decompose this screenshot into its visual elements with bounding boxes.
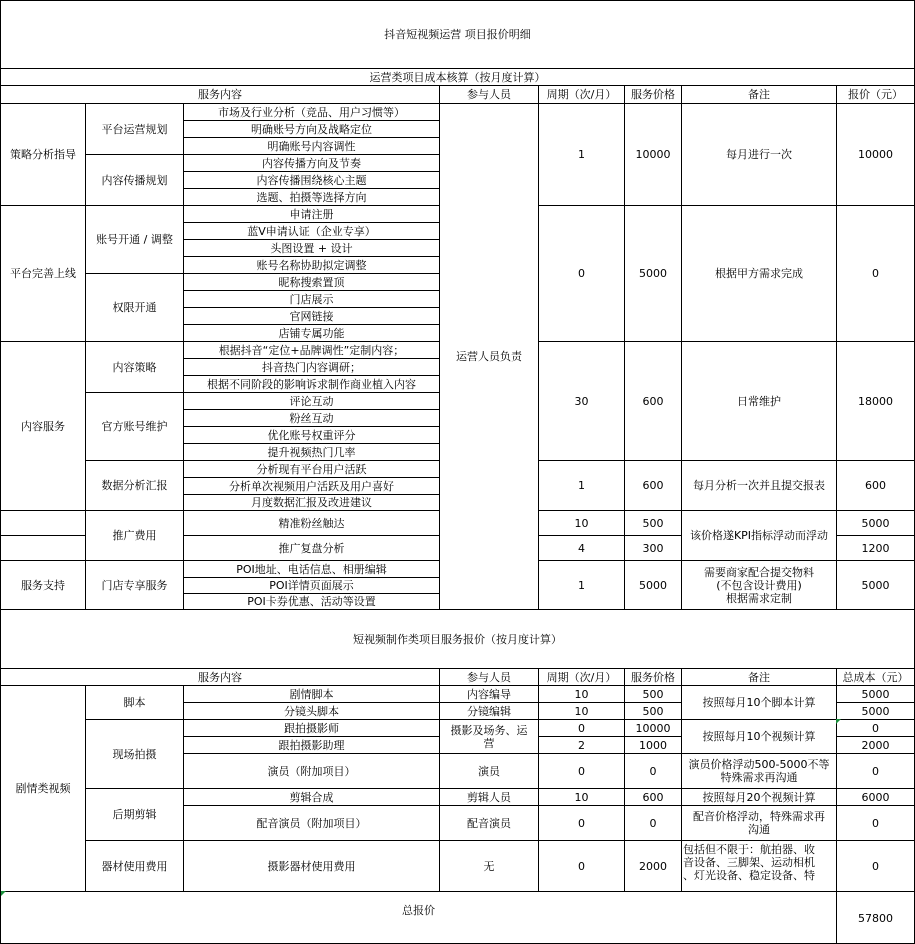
item-promo-review: 推广复盘分析 xyxy=(183,535,440,561)
item-poi-info: POI地址、电话信息、相册编辑 xyxy=(183,560,440,578)
sub-equipment: 器材使用费用 xyxy=(85,840,184,892)
ops-staff-cell: 运营人员负责 xyxy=(439,103,539,610)
edit-note: 按照每月20个视频计算 xyxy=(681,788,837,806)
item-weight-score: 优化账号权重评分 xyxy=(183,426,440,444)
edit-total: 6000 xyxy=(836,788,915,806)
s1-header-staff: 参与人员 xyxy=(439,85,539,104)
item-hot-probability: 提升视频热门几率 xyxy=(183,443,440,461)
item-photo-assistant: 跟拍摄影助理 xyxy=(183,736,440,754)
platform-period: 0 xyxy=(538,205,625,342)
shoot-staff xyxy=(439,719,539,754)
sub-platform-ops: 平台运营规划 xyxy=(85,103,184,155)
item-search-top: 昵称搜索置顶 xyxy=(183,273,440,291)
promo-period-1: 10 xyxy=(538,510,625,536)
equip-price: 2000 xyxy=(624,840,682,892)
total-label: 总报价 xyxy=(0,891,837,944)
item-commercial-content: 根据不同阶段的影响诉求制作商业植入内容 xyxy=(183,375,440,393)
store-price: 5000 xyxy=(624,560,682,610)
item-store-display: 门店展示 xyxy=(183,290,440,308)
actor-total: 0 xyxy=(836,753,915,789)
shoot-period-2: 2 xyxy=(538,736,625,754)
shoot-price-1: 10000 xyxy=(624,719,682,737)
actor-note-line-1: 演员价格浮动500-5000不等 xyxy=(688,758,830,771)
shoot-price-2: 1000 xyxy=(624,736,682,754)
promo-quote-2: 1200 xyxy=(836,535,915,561)
voice-price: 0 xyxy=(624,805,682,841)
item-hot-research: 抖音热门内容调研； xyxy=(183,358,440,376)
promo-quote-1: 5000 xyxy=(836,510,915,536)
equip-staff: 无 xyxy=(439,840,539,892)
item-actor: 演员（附加项目） xyxy=(183,753,440,789)
actor-note xyxy=(681,753,837,789)
script-staff-1: 内容编导 xyxy=(439,685,539,703)
actor-staff: 演员 xyxy=(439,753,539,789)
category-content: 内容服务 xyxy=(0,341,86,511)
voice-note xyxy=(681,805,837,841)
equip-note xyxy=(681,840,837,892)
sub-store-service: 门店专享服务 xyxy=(85,560,184,610)
s1-header-note: 备注 xyxy=(681,85,837,104)
data-note: 每月分析一次并且提交报表 xyxy=(681,460,837,511)
store-note-line-1: 需要商家配合提交物料 xyxy=(704,565,814,579)
item-spread-theme: 内容传播围绕核心主题 xyxy=(183,171,440,189)
item-register: 申请注册 xyxy=(183,205,440,223)
script-total-1: 5000 xyxy=(836,685,915,703)
s1-header-price: 服务价格 xyxy=(624,85,682,104)
content-quote: 18000 xyxy=(836,341,915,461)
content-period: 30 xyxy=(538,341,625,461)
s1-header-service: 服务内容 xyxy=(0,85,440,104)
voice-staff: 配音演员 xyxy=(439,805,539,841)
script-period-2: 10 xyxy=(538,702,625,720)
voice-note-line-1: 配音价格浮动，特殊需求再 xyxy=(693,810,825,823)
promo-note: 该价格遂KPI指标浮动而浮动 xyxy=(681,510,837,561)
item-comment-interaction: 评论互动 xyxy=(183,392,440,410)
item-website-link: 官网链接 xyxy=(183,307,440,325)
sub-account-setup: 账号开通 / 调整 xyxy=(85,205,184,274)
s2-header-period: 周期（次/月） xyxy=(538,668,625,686)
script-note: 按照每月10个脚本计算 xyxy=(681,685,837,720)
category-support: 服务支持 xyxy=(0,560,86,610)
store-period: 1 xyxy=(538,560,625,610)
item-user-activity: 分析现有平台用户活跃 xyxy=(183,460,440,478)
script-staff-2: 分镜编辑 xyxy=(439,702,539,720)
item-account-tone: 明确账号内容调性 xyxy=(183,137,440,155)
script-price-2: 500 xyxy=(624,702,682,720)
s1-header-period: 周期（次/月） xyxy=(538,85,625,104)
item-equipment-fee: 摄影器材使用费用 xyxy=(183,840,440,892)
item-bluev-cert: 蓝V申请认证（企业专享） xyxy=(183,222,440,240)
sub-official-account: 官方账号维护 xyxy=(85,392,184,461)
shoot-total-1: 0 xyxy=(836,719,915,737)
item-edit-compose: 剪辑合成 xyxy=(183,788,440,806)
s2-header-total: 总成本（元） xyxy=(836,668,915,686)
actor-price: 0 xyxy=(624,753,682,789)
promo-price-1: 500 xyxy=(624,510,682,536)
platform-note: 根据甲方需求完成 xyxy=(681,205,837,342)
shoot-staff-line-2: 营 xyxy=(483,736,495,750)
item-poi-coupon: POI卡券优惠、活动等设置 xyxy=(183,593,440,610)
item-market-analysis: 市场及行业分析（竞品、用户习惯等） xyxy=(183,103,440,121)
script-total-2: 5000 xyxy=(836,702,915,720)
voice-total: 0 xyxy=(836,805,915,841)
category-drama-video: 剧情类视频 xyxy=(0,685,86,892)
shoot-note: 按照每月10个视频计算 xyxy=(681,719,837,754)
script-period-1: 10 xyxy=(538,685,625,703)
category-strategy: 策略分析指导 xyxy=(0,103,86,206)
sub-post-edit: 后期剪辑 xyxy=(85,788,184,841)
store-note xyxy=(681,560,837,610)
category-promo-blank-2 xyxy=(0,535,86,561)
edit-staff: 剪辑人员 xyxy=(439,788,539,806)
actor-period: 0 xyxy=(538,753,625,789)
item-header-design: 头图设置 + 设计 xyxy=(183,239,440,257)
s2-header-service: 服务内容 xyxy=(0,668,440,686)
strategy-note: 每月进行一次 xyxy=(681,103,837,206)
store-note-line-2: (不包含设计费用) xyxy=(716,578,802,592)
section2-title: 短视频制作类项目服务报价（按月度计算） xyxy=(0,609,915,669)
equip-note-line-2: 音设备、三脚架、运动相机 xyxy=(683,856,815,869)
actor-note-line-2: 特殊需求再沟通 xyxy=(720,771,798,784)
voice-period: 0 xyxy=(538,805,625,841)
item-custom-content: 根据抖音“定位+品牌调性”定制内容； xyxy=(183,341,440,359)
shoot-staff-line-1: 摄影及场务、运 xyxy=(450,723,528,737)
item-precise-fans: 精准粉丝触达 xyxy=(183,510,440,536)
data-quote: 600 xyxy=(836,460,915,511)
store-note-line-3: 根据需求定制 xyxy=(726,591,792,605)
content-price: 600 xyxy=(624,341,682,461)
item-video-activity: 分析单次视频用户活跃及用户喜好 xyxy=(183,477,440,495)
shoot-total-2: 2000 xyxy=(836,736,915,754)
equip-note-line-3: 、灯光设备、稳定设备、特 xyxy=(683,869,815,882)
s2-header-note: 备注 xyxy=(681,668,837,686)
item-poi-detail: POI详情页面展示 xyxy=(183,577,440,594)
section1-title: 运营类项目成本核算（按月度计算） xyxy=(0,68,915,86)
item-fan-interaction: 粉丝互动 xyxy=(183,409,440,427)
promo-period-2: 4 xyxy=(538,535,625,561)
strategy-quote: 10000 xyxy=(836,103,915,206)
sub-content-strategy: 内容策略 xyxy=(85,341,184,393)
sub-script: 脚本 xyxy=(85,685,184,720)
item-voice-actor: 配音演员（附加项目） xyxy=(183,805,440,841)
strategy-period: 1 xyxy=(538,103,625,206)
equip-note-line-1: 包括但不限于：航拍器、收 xyxy=(683,843,815,856)
category-promo-blank-1 xyxy=(0,510,86,536)
item-topic-selection: 选题、拍摄等选择方向 xyxy=(183,188,440,206)
item-account-direction: 明确账号方向及战略定位 xyxy=(183,120,440,138)
cell-marker-icon xyxy=(836,719,841,724)
cell-marker-icon xyxy=(1,891,6,896)
promo-price-2: 300 xyxy=(624,535,682,561)
sub-data-report: 数据分析汇报 xyxy=(85,460,184,511)
item-storyboard: 分镜头脚本 xyxy=(183,702,440,720)
sub-onsite-shoot: 现场拍摄 xyxy=(85,719,184,789)
edit-period: 10 xyxy=(538,788,625,806)
s1-header-quote: 报价（元） xyxy=(836,85,915,104)
data-period: 1 xyxy=(538,460,625,511)
edit-price: 600 xyxy=(624,788,682,806)
item-photographer: 跟拍摄影师 xyxy=(183,719,440,737)
platform-price: 5000 xyxy=(624,205,682,342)
sub-permission: 权限开通 xyxy=(85,273,184,342)
strategy-price: 10000 xyxy=(624,103,682,206)
item-spread-direction: 内容传播方向及节奏 xyxy=(183,154,440,172)
sub-promotion: 推广费用 xyxy=(85,510,184,561)
sub-content-spread: 内容传播规划 xyxy=(85,154,184,206)
equip-period: 0 xyxy=(538,840,625,892)
platform-quote: 0 xyxy=(836,205,915,342)
item-shop-feature: 店铺专属功能 xyxy=(183,324,440,342)
data-price: 600 xyxy=(624,460,682,511)
item-drama-script: 剧情脚本 xyxy=(183,685,440,703)
content-note: 日常维护 xyxy=(681,341,837,461)
item-account-naming: 账号名称协助拟定调整 xyxy=(183,256,440,274)
category-platform: 平台完善上线 xyxy=(0,205,86,342)
s2-header-staff: 参与人员 xyxy=(439,668,539,686)
sheet-title: 抖音短视频运营 项目报价明细 xyxy=(0,0,915,69)
equip-total: 0 xyxy=(836,840,915,892)
store-quote: 5000 xyxy=(836,560,915,610)
item-monthly-report: 月度数据汇报及改进建议 xyxy=(183,494,440,511)
shoot-period-1: 0 xyxy=(538,719,625,737)
script-price-1: 500 xyxy=(624,685,682,703)
voice-note-line-2: 沟通 xyxy=(748,823,770,836)
s2-header-price: 服务价格 xyxy=(624,668,682,686)
total-value: 57800 xyxy=(836,891,915,944)
